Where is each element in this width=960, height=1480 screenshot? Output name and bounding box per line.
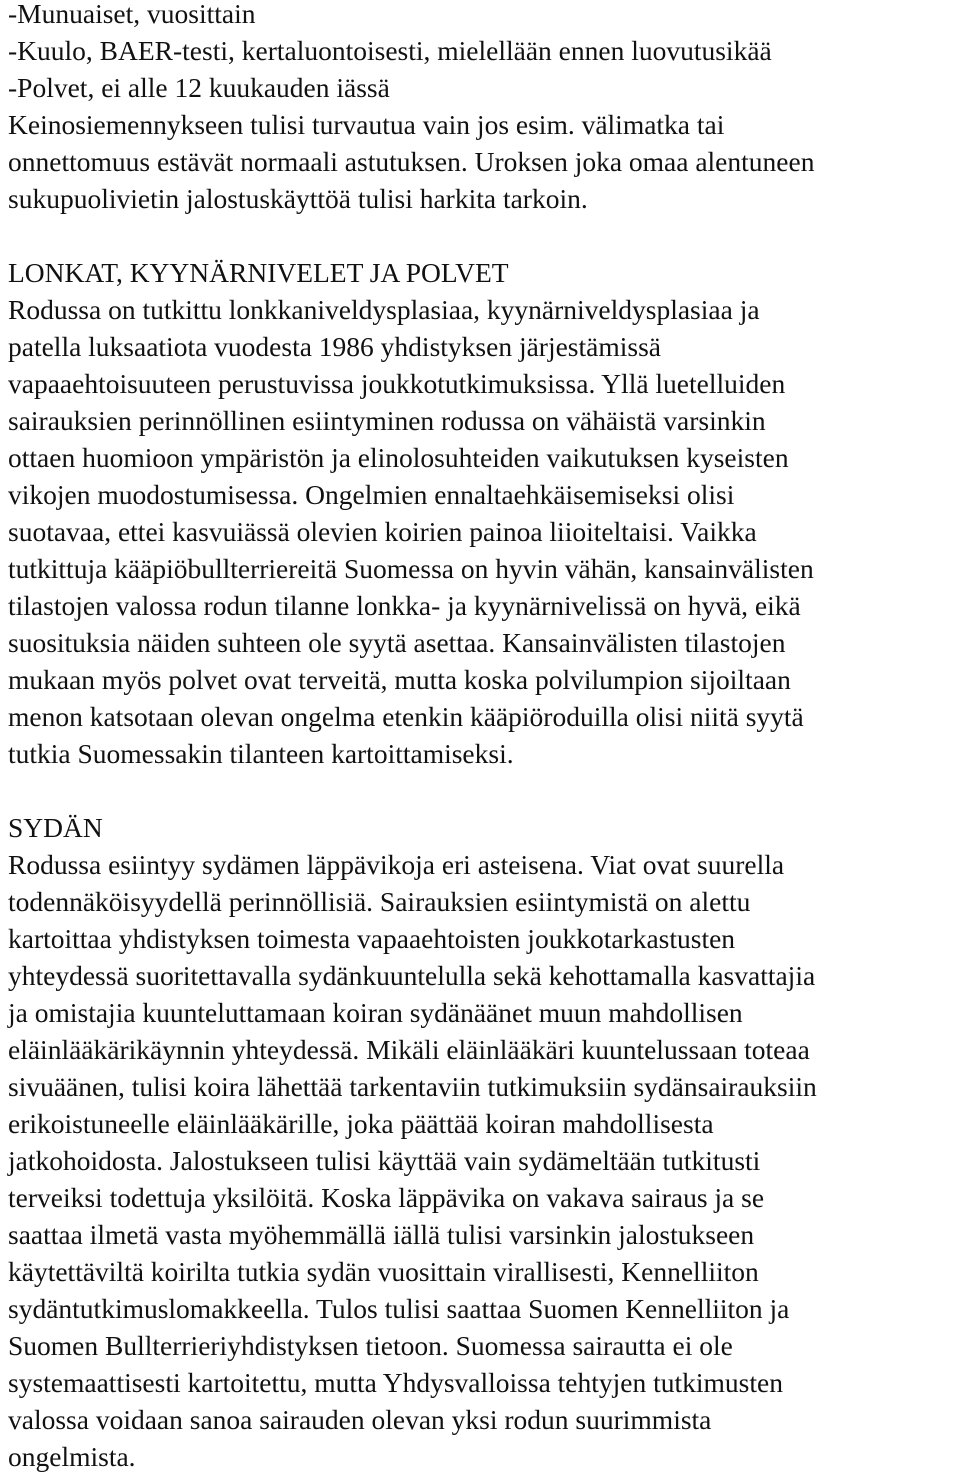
text-line: sukupuolivietin jalostuskäyttöä tulisi harkita tarkoin. — [8, 183, 588, 214]
text-line: terveiksi todettuja yksilöitä. Koska läppävika on vakava sairaus ja se — [8, 1182, 765, 1213]
text-line: sairauksien perinnöllinen esiintyminen rodussa on vähäistä varsinkin — [8, 405, 766, 436]
text-line: -Munuaiset, vuosittain — [8, 0, 256, 29]
text-line: todennäköisyydellä perinnöllisiä. Sairauksien esiintymistä on alettu — [8, 886, 751, 917]
text-line: kartoittaa yhdistyksen toimesta vapaaehtoisten joukkotarkastusten — [8, 923, 736, 954]
text-line: ja omistajia kuunteluttamaan koiran sydänäänet muun mahdollisen — [8, 997, 743, 1028]
text-line: tutkittuja kääpiöbullterriereitä Suomessa on hyvin vähän, kansainvälisten — [8, 553, 814, 584]
text-line: valossa voidaan sanoa sairauden olevan yksi rodun suurimmista — [8, 1404, 712, 1435]
text-line: sivuäänen, tulisi koira lähettää tarkentaviin tutkimuksiin sydänsairauksiin — [8, 1071, 817, 1102]
text-line: patella luksaatiota vuodesta 1986 yhdistyksen järjestämissä — [8, 331, 661, 362]
text-line: eläinlääkärikäynnin yhteydessä. Mikäli eläinlääkäri kuuntelussaan toteaa — [8, 1034, 810, 1065]
text-line: ottaen huomioon ympäristön ja elinolosuhteiden vaikutuksen kyseisten — [8, 442, 789, 473]
section-gap — [8, 772, 956, 809]
text-line: vikojen muodostumisessa. Ongelmien ennaltaehkäisemiseksi olisi — [8, 479, 735, 510]
document-page — [8, 0, 956, 1475]
section-heading: SYDÄN — [8, 812, 103, 843]
text-line: erikoistuneelle eläinlääkärille, joka päättää koiran mahdollisesta — [8, 1108, 714, 1139]
text-line: sydäntutkimuslomakkeella. Tulos tulisi saattaa Suomen Kennelliiton ja — [8, 1293, 790, 1324]
text-line: saattaa ilmetä vasta myöhemmällä iällä tulisi varsinkin jalostukseen — [8, 1219, 755, 1250]
text-line: yhteydessä suoritettavalla sydänkuuntelulla sekä kehottamalla kasvattajia — [8, 960, 816, 991]
text-line: menon katsotaan olevan ongelma etenkin kääpiöroduilla olisi niitä syytä — [8, 701, 804, 732]
text-line: suotavaa, ettei kasvuiässä olevien koirien painoa liioiteltaisi. Vaikka — [8, 516, 757, 547]
text-line: mukaan myös polvet ovat terveitä, mutta koska polvilumpion sijoiltaan — [8, 664, 791, 695]
text-line: vapaaehtoisuuteen perustuvissa joukkotutkimuksissa. Yllä luetelluiden — [8, 368, 786, 399]
text-line: Rodussa on tutkittu lonkkaniveldysplasiaa, kyynärniveldysplasiaa ja — [8, 294, 760, 325]
text-line: suosituksia näiden suhteen ole syytä asettaa. Kansainvälisten tilastojen — [8, 627, 786, 658]
section-gap — [8, 217, 956, 254]
text-line: tutkia Suomessakin tilanteen kartoittamiseksi. — [8, 738, 514, 769]
heart-section — [8, 809, 956, 1475]
text-line: tilastojen valossa rodun tilanne lonkka- ja kyynärnivelissä on hyvä, eikä — [8, 590, 801, 621]
text-line: onnettomuus estävät normaali astutuksen. Uroksen joka omaa alentuneen — [8, 146, 815, 177]
joints-section — [8, 254, 956, 772]
text-line: Keinosiemennykseen tulisi turvautua vain jos esim. välimatka tai — [8, 109, 725, 140]
text-line: Rodussa esiintyy sydämen läppävikoja eri asteisena. Viat ovat suurella — [8, 849, 785, 880]
text-line: Suomen Bullterrieriyhdistyksen tietoon. Suomessa sairautta ei ole — [8, 1330, 733, 1361]
text-line: käytettäviltä koirilta tutkia sydän vuosittain virallisesti, Kennelliiton — [8, 1256, 759, 1287]
intro-section — [8, 0, 956, 217]
text-line: jatkohoidosta. Jalostukseen tulisi käyttää vain sydämeltään tutkitusti — [8, 1145, 761, 1176]
text-line: ongelmista. — [8, 1441, 136, 1472]
text-line: systemaattisesti kartoitettu, mutta Yhdysvalloissa tehtyjen tutkimusten — [8, 1367, 783, 1398]
text-line: -Polvet, ei alle 12 kuukauden iässä — [8, 72, 390, 103]
text-line: -Kuulo, BAER-testi, kertaluontoisesti, mielellään ennen luovutusikää — [8, 35, 772, 66]
section-heading: LONKAT, KYYNÄRNIVELET JA POLVET — [8, 257, 509, 288]
